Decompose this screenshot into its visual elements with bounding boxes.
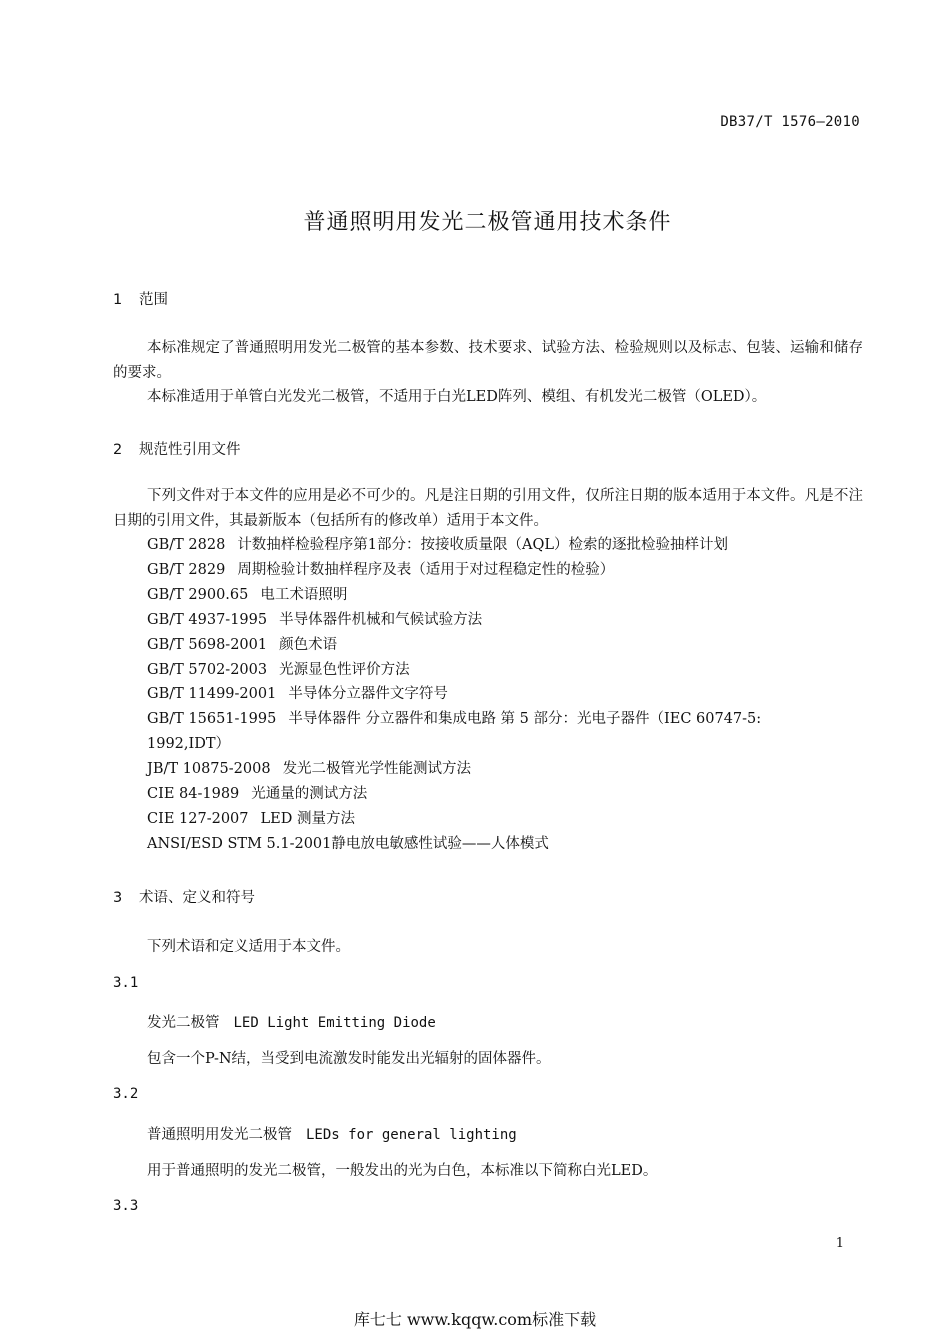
document-code: DB37/T 1576—2010	[720, 114, 860, 130]
reference-code: GB/T 4937-1995	[147, 611, 268, 628]
section-1-heading	[113, 288, 168, 309]
reference-title: 光通量的测试方法	[251, 786, 368, 803]
reference-title: 半导体器件机械和气候试验方法	[279, 611, 483, 628]
term-definition: 包含一个P-N结，当受到电流激发时能发出光辐射的固体器件。	[147, 1051, 551, 1067]
reference-code: GB/T 5702-2003	[147, 661, 268, 678]
reference-item	[147, 658, 761, 683]
document-title: 普通照明用发光二极管通用技术条件	[303, 210, 672, 235]
reference-code: GB/T 15651-1995	[147, 711, 277, 728]
section-2-heading	[113, 438, 241, 459]
reference-title: 光源显色性评价方法	[279, 661, 410, 678]
reference-item	[147, 633, 761, 658]
reference-title: 周期检验计数抽样程序及表（适用于对过程稳定性的检验）	[237, 561, 615, 578]
footer-watermark: 库七七 www.kqqw.com标准下载	[353, 1310, 597, 1329]
reference-title: 静电放电敏感性试验——人体模式	[331, 835, 549, 852]
reference-code: GB/T 2828	[147, 537, 226, 553]
reference-item	[147, 533, 761, 558]
term-english: LED Light Emitting Diode	[233, 1015, 436, 1031]
reference-item	[147, 832, 761, 857]
clause-number: 3.1	[113, 975, 139, 991]
reference-item	[147, 807, 761, 832]
reference-code: GB/T 11499-2001	[147, 686, 277, 703]
terms-intro: 下列术语和定义适用于本文件。	[147, 939, 350, 955]
term-entry	[147, 1123, 517, 1144]
reference-code: CIE 84-1989	[147, 786, 240, 803]
section-3-number: 3	[113, 890, 123, 906]
reference-list	[147, 533, 761, 857]
reference-code: JB/T 10875-2008	[147, 761, 271, 778]
section-3-title: 术语、定义和符号	[139, 890, 255, 906]
reference-title: 计数抽样检验程序第1部分：按接收质量限（AQL）检索的逐批检验抽样计划	[237, 537, 729, 553]
scope-paragraph-1: 本标准规定了普通照明用发光二极管的基本参数、技术要求、试验方法、检验规则以及标志、包装、运输和储存的要求。	[113, 340, 863, 381]
section-1-title: 范围	[139, 292, 168, 308]
reference-title: 1992,IDT）	[147, 736, 231, 753]
references-intro: 下列文件对于本文件的应用是必不可少的。凡是注日期的引用文件，仅所注日期的版本适用于本文件。凡是不注日期的引用文件，其最新版本（包括所有的修改单）适用于本文件。	[113, 488, 863, 529]
clause-number: 3.3	[113, 1198, 139, 1214]
term-chinese: 发光二极管	[147, 1015, 220, 1031]
reference-code: GB/T 2900.65	[147, 586, 249, 603]
scope-paragraph-2: 本标准适用于单管白光发光二极管，不适用于白光LED阵列、模组、有机发光二极管（OLED）。	[147, 389, 767, 405]
reference-item	[147, 558, 761, 583]
reference-item-continued	[147, 732, 761, 757]
section-2-title: 规范性引用文件	[139, 442, 241, 458]
reference-item	[147, 682, 761, 707]
reference-item	[147, 782, 761, 807]
reference-item	[147, 707, 761, 732]
reference-title: 半导体分立器件文字符号	[288, 686, 448, 703]
term-definition: 用于普通照明的发光二极管，一般发出的光为白色，本标准以下简称白光LED。	[147, 1163, 658, 1179]
term-english: LEDs for general lighting	[306, 1127, 517, 1143]
reference-item	[147, 583, 761, 608]
section-3-heading	[113, 886, 255, 907]
term-entry	[147, 1011, 436, 1032]
reference-code: GB/T 5698-2001	[147, 636, 268, 653]
reference-code: ANSI/ESD STM 5.1-2001	[147, 835, 332, 852]
reference-code: GB/T 2829	[147, 561, 226, 578]
reference-title: 发光二极管光学性能测试方法	[282, 761, 472, 778]
reference-code: CIE 127-2007	[147, 810, 249, 827]
reference-title: 半导体器件 分立器件和集成电路 第 5 部分：光电子器件（IEC 60747-5:	[288, 711, 762, 728]
reference-title: 电工术语照明	[260, 586, 348, 603]
reference-title: LED 测量方法	[260, 810, 355, 827]
reference-item	[147, 757, 761, 782]
clause-number: 3.2	[113, 1086, 139, 1102]
term-chinese: 普通照明用发光二极管	[147, 1127, 292, 1143]
reference-title: 颜色术语	[279, 636, 338, 653]
section-2-number: 2	[113, 442, 123, 458]
page-number: 1	[835, 1236, 844, 1251]
reference-item	[147, 608, 761, 633]
section-1-number: 1	[113, 292, 123, 308]
